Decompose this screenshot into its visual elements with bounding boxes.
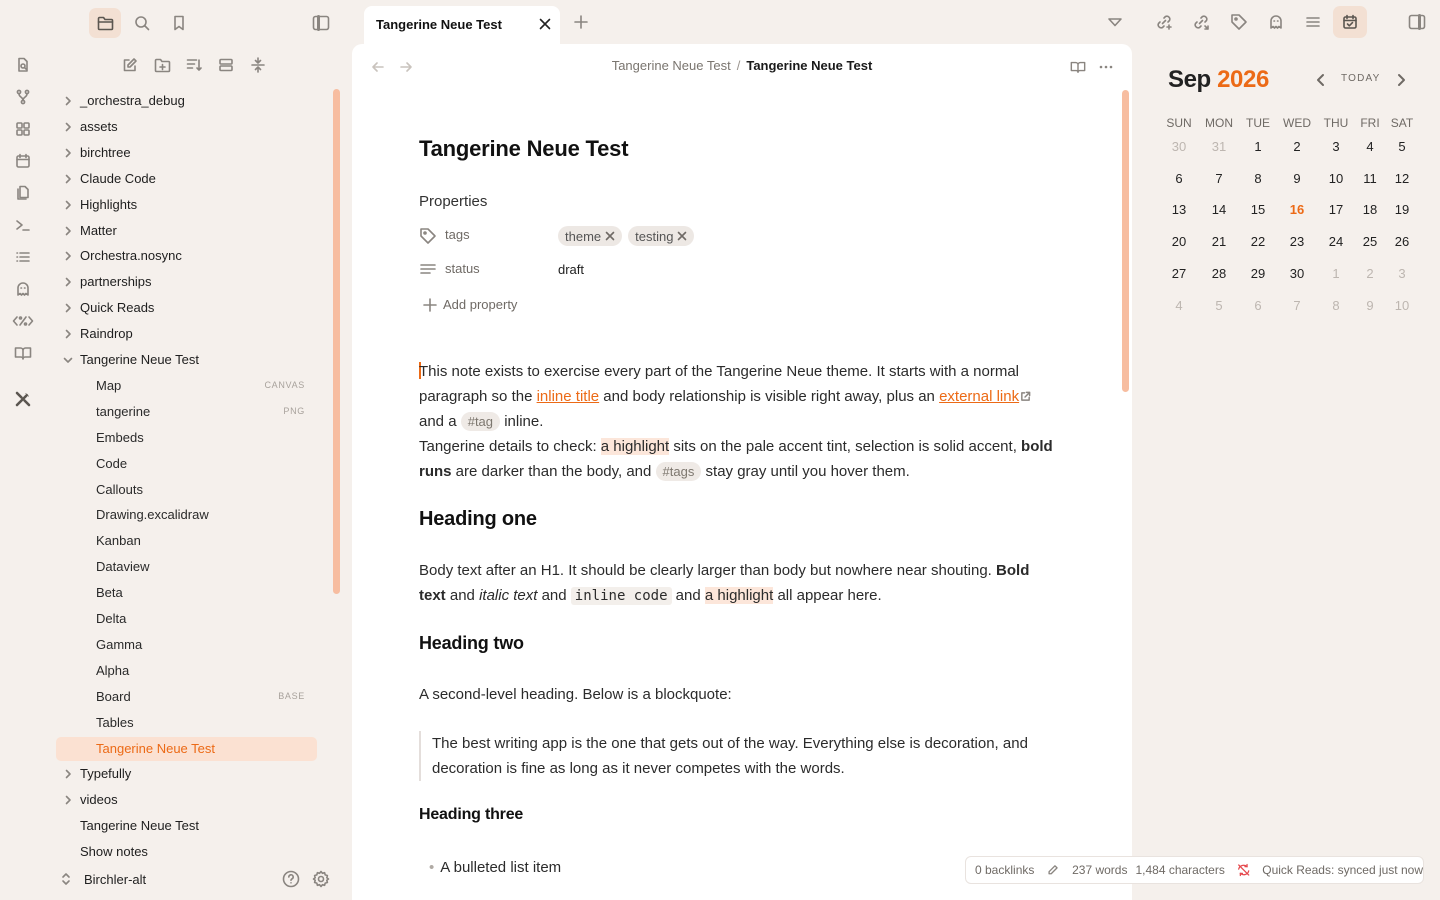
calendar-day[interactable]: 18 [1362, 202, 1378, 218]
property-tags [419, 224, 819, 246]
tree-folder[interactable] [56, 244, 317, 268]
tree-item-label: Dataview [96, 559, 150, 575]
tree-file[interactable] [56, 685, 317, 709]
tag-chips [558, 226, 700, 246]
tree-file[interactable] [56, 426, 317, 450]
calendar-day[interactable]: 9 [1366, 297, 1374, 313]
calendar-day[interactable]: 19 [1394, 202, 1410, 218]
bullet-list-item: • A bulleted list item [429, 859, 562, 876]
calendar-day[interactable]: 9 [1293, 170, 1301, 186]
tree-file[interactable] [56, 529, 317, 553]
tree-item-label: Claude Code [80, 170, 156, 186]
file-extension-badge: BASE [278, 690, 305, 701]
weekday-header: WED [1283, 116, 1311, 130]
chevron-down-icon[interactable] [62, 354, 74, 366]
editor-pane [352, 44, 1132, 900]
chevron-right-icon[interactable] [62, 121, 74, 133]
internal-link[interactable]: inline title [536, 388, 600, 405]
tree-folder[interactable] [56, 89, 317, 113]
plus-icon [423, 298, 437, 312]
tree-folder[interactable] [56, 322, 317, 346]
sidebar-toggle-icon[interactable] [305, 8, 337, 38]
tree-file[interactable] [56, 400, 317, 424]
search-icon[interactable] [126, 8, 158, 38]
tag-chip-label: theme [565, 228, 602, 244]
calendar-check-icon[interactable] [1333, 6, 1367, 38]
chevron-right-icon[interactable] [62, 276, 74, 288]
external-link[interactable]: external link [939, 388, 1020, 405]
chevron-right-icon[interactable] [62, 199, 74, 211]
close-icon[interactable] [538, 17, 552, 31]
tree-item-label: Matter [80, 222, 117, 238]
property-status [419, 258, 819, 280]
status-bar [965, 856, 1424, 884]
weekday-header: MON [1205, 116, 1233, 130]
calendar-day[interactable]: 20 [1171, 234, 1187, 250]
grid-icon[interactable] [12, 118, 34, 140]
tree-item-label: Code [96, 455, 128, 471]
calendar-day[interactable]: 5 [1215, 297, 1223, 313]
sync-status[interactable]: Quick Reads: synced just now [1262, 863, 1423, 877]
calendar-day[interactable]: 22 [1250, 234, 1266, 250]
tag-icon[interactable] [1228, 11, 1250, 33]
weekday-header: TUE [1246, 116, 1270, 130]
text-lines-icon [419, 261, 437, 279]
chevron-right-icon[interactable] [62, 794, 74, 806]
tree-item-label: birchtree [80, 144, 131, 160]
tree-folder[interactable] [56, 115, 317, 139]
inline-title[interactable]: Tangerine Neue Test [419, 136, 629, 161]
calendar-day[interactable]: 21 [1211, 234, 1227, 250]
calendar-day[interactable]: 26 [1394, 234, 1410, 250]
weekday-header: SUN [1166, 116, 1192, 130]
tree-item-label: videos [80, 792, 118, 808]
tree-item-label: partnerships [80, 274, 152, 290]
today-button[interactable]: TODAY [1341, 73, 1381, 84]
chevron-right-icon[interactable] [62, 250, 74, 262]
properties-heading[interactable]: Properties [419, 193, 488, 210]
calendar-day-today[interactable]: 16 [1289, 202, 1305, 218]
tree-folder[interactable] [56, 348, 317, 372]
tree-item-label: Kanban [96, 533, 141, 549]
remove-x-icon[interactable] [677, 231, 687, 241]
chevron-right-icon[interactable] [62, 173, 74, 185]
tree-folder[interactable] [56, 270, 317, 294]
bold-text: bold runs [419, 438, 1053, 480]
tree-file[interactable] [56, 711, 317, 735]
tree-item-label: Highlights [80, 196, 138, 212]
tree-item-label: Drawing.excalidraw [96, 507, 209, 523]
chevron-right-icon[interactable] [62, 302, 74, 314]
tree-item-label: Raindrop [80, 326, 133, 342]
calendar-day[interactable]: 30 [1289, 265, 1305, 281]
calendar-day[interactable]: 28 [1211, 265, 1227, 281]
more-options-icon[interactable] [1098, 59, 1114, 75]
tab-title: Tangerine Neue Test [376, 17, 502, 32]
tree-item-label: tangerine [96, 403, 151, 419]
files-icon[interactable] [89, 8, 121, 38]
tree-item-label: _orchestra_debug [80, 93, 185, 108]
backlinks-count[interactable]: 0 backlinks [975, 863, 1035, 877]
calendar-day[interactable]: 15 [1250, 202, 1266, 218]
calendar-panel [1132, 44, 1440, 900]
tree-item-label: Alpha [96, 662, 130, 678]
inline-tag[interactable]: #tag [461, 412, 500, 431]
bullet-dot: • [429, 859, 435, 876]
calendar-day[interactable]: 17 [1328, 202, 1344, 218]
book-open-icon[interactable] [12, 342, 34, 364]
external-link-icon [1020, 391, 1031, 402]
paragraph-h2-body: A second-level heading. Below is a blockquote: [419, 686, 732, 703]
calendar-month-year: Sep 2026 [1168, 66, 1269, 93]
tree-file[interactable] [56, 452, 317, 476]
character-count: 1,484 characters [1135, 863, 1225, 877]
collapse-icon[interactable] [215, 54, 237, 76]
tree-folder[interactable] [56, 219, 317, 243]
sort-icon[interactable] [183, 54, 205, 76]
tree-file[interactable] [56, 840, 317, 864]
highlight: a highlight [600, 438, 670, 455]
outgoing-links-icon[interactable] [1153, 11, 1175, 33]
calendar-day[interactable]: 10 [1328, 170, 1344, 186]
tree-file[interactable] [56, 581, 317, 605]
tree-item-label: Show notes [80, 844, 148, 860]
calendar-day[interactable]: 8 [1332, 297, 1340, 313]
property-key-tags[interactable]: tags [445, 227, 470, 242]
calendar-day[interactable]: 23 [1289, 234, 1305, 250]
new-tab-plus-icon[interactable] [570, 11, 592, 33]
bookmark-icon[interactable] [163, 8, 195, 38]
tree-folder[interactable] [56, 141, 317, 165]
tree-item-label: Tables [96, 714, 134, 730]
calendar-day[interactable]: 7 [1293, 297, 1301, 313]
inline-tag[interactable]: #tags [656, 462, 702, 481]
list-icon[interactable] [12, 246, 34, 268]
git-branch-icon[interactable] [12, 86, 34, 108]
calendar-day[interactable]: 3 [1332, 139, 1340, 154]
tree-folder[interactable] [56, 762, 317, 786]
tree-folder[interactable] [56, 193, 317, 217]
tab-list-dropdown-icon[interactable] [1104, 11, 1126, 33]
new-folder-icon[interactable] [151, 54, 173, 76]
heading-three: Heading three [419, 806, 524, 823]
inline-code: inline code [571, 587, 672, 605]
chevron-right-icon[interactable] [62, 768, 74, 780]
tree-item-label: Tangerine Neue Test [96, 740, 216, 756]
calendar-day[interactable]: 29 [1250, 265, 1266, 281]
breadcrumb-separator: / [736, 58, 741, 73]
chevron-right-icon[interactable] [62, 225, 74, 237]
property-value-status[interactable]: draft [558, 262, 585, 277]
tree-item-label: assets [80, 118, 118, 134]
chevron-right-icon[interactable] [62, 328, 74, 340]
tag-chip-label: testing [635, 228, 674, 244]
tree-file[interactable] [56, 814, 317, 838]
tree-item-label: Quick Reads [80, 300, 155, 316]
calendar-day[interactable]: 6 [1254, 297, 1262, 313]
calendar-day[interactable]: 30 [1171, 139, 1187, 154]
calendar-day[interactable]: 6 [1175, 170, 1183, 186]
calendar-day[interactable]: 8 [1254, 170, 1262, 186]
tree-file[interactable] [56, 633, 317, 657]
tree-item-label: Tangerine Neue Test [80, 352, 200, 367]
settings-gear-icon[interactable] [312, 870, 330, 888]
calendar-day[interactable]: 31 [1211, 139, 1227, 154]
calendar-day[interactable]: 25 [1362, 234, 1378, 250]
new-note-icon[interactable] [119, 54, 141, 76]
tree-item-label: Callouts [96, 481, 143, 497]
chevron-right-icon[interactable] [1394, 72, 1408, 88]
tree-item-label: Orchestra.nosync [80, 248, 182, 264]
paragraph-intro: This note exists to exercise every part of the Tangerine Neue theme. It starts with a normal paragraph so the inline title and body relationship is visible right away, plus an external link and a #tag inline. [419, 359, 1059, 434]
chevron-right-icon[interactable] [62, 147, 74, 159]
breadcrumb-parent[interactable]: Tangerine Neue Test [611, 58, 731, 73]
tree-file[interactable] [56, 659, 317, 683]
weekday-header: THU [1323, 116, 1349, 130]
tree-item-label: Map [96, 377, 122, 393]
tree-file[interactable] [56, 503, 317, 527]
calendar-day[interactable]: 24 [1328, 234, 1344, 250]
tag-chip[interactable] [558, 226, 622, 246]
property-key-status[interactable]: status [445, 261, 480, 276]
tree-folder[interactable] [56, 296, 317, 320]
paragraph-h1-body: Body text after an H1. It should be clearly larger than body but nowhere near shouting. Bold text and italic text and inline code and a highlight all appear here. [419, 562, 1030, 604]
right-sidebar-toggle-icon[interactable] [1406, 11, 1428, 33]
calendar-day[interactable]: 3 [1398, 265, 1406, 281]
tools-icon[interactable] [12, 388, 34, 410]
calendar-day[interactable]: 27 [1171, 265, 1187, 281]
chevron-right-icon[interactable] [62, 95, 74, 107]
tree-item-label: Beta [96, 585, 123, 601]
tree-item-label: Typefully [80, 766, 132, 782]
calendar-day[interactable]: 14 [1211, 202, 1227, 218]
tree-folder[interactable] [56, 167, 317, 191]
blockquote: The best writing app is the one that gets out of the way. Everything else is decoration, and decoration is fine as long as it never competes with the words. [419, 731, 1039, 781]
tree-file[interactable] [56, 555, 317, 579]
tree-item-label: Embeds [96, 429, 144, 445]
file-explorer-sidebar [46, 0, 352, 900]
edit-pencil-icon[interactable] [1047, 863, 1059, 877]
tab-tangerine-neue-test[interactable] [364, 6, 560, 44]
tree-file[interactable] [56, 607, 317, 631]
help-icon[interactable] [282, 870, 300, 888]
outline-list-icon[interactable] [1302, 11, 1324, 33]
copy-file-icon[interactable] [12, 182, 34, 204]
ghost-icon[interactable] [12, 278, 34, 300]
calendar-day[interactable]: 11 [1363, 170, 1377, 186]
chevron-left-icon[interactable] [1314, 72, 1328, 88]
ribbon [0, 0, 46, 900]
calendar-day[interactable]: 7 [1215, 170, 1223, 186]
paragraph-details: Tangerine details to check: a highlight sits on the pale accent tint, selection is solid accent, bold runs are darker than the body, and #tags stay gray until you hover them. [419, 438, 1053, 480]
sync-off-icon[interactable] [1237, 862, 1250, 878]
heading-two: Heading two [419, 633, 524, 653]
reading-view-book-icon[interactable] [1070, 59, 1086, 75]
weekday-header: SAT [1390, 116, 1414, 130]
calendar-day[interactable]: 5 [1398, 139, 1406, 154]
vault-switcher-icon[interactable] [60, 870, 76, 888]
vault-name[interactable]: Birchler-alt [84, 872, 147, 887]
weekday-header: FRI [1360, 116, 1380, 130]
add-property-label: Add property [443, 297, 518, 312]
tags-icon [419, 227, 437, 245]
calendar-day[interactable]: 10 [1394, 297, 1410, 313]
terminal-icon[interactable] [12, 214, 34, 236]
word-count: 237 words [1072, 863, 1128, 877]
expand-icon[interactable] [247, 54, 269, 76]
backlinks-icon[interactable] [1190, 11, 1212, 33]
calendar-day[interactable]: 12 [1394, 170, 1410, 186]
breadcrumb-current[interactable]: Tangerine Neue Test [746, 58, 873, 73]
ghost-icon[interactable] [1265, 11, 1287, 33]
tree-item-label: Delta [96, 611, 127, 626]
add-property-button[interactable] [423, 297, 517, 312]
remove-x-icon[interactable] [605, 231, 615, 241]
tag-chip[interactable] [628, 226, 694, 246]
template-icon[interactable] [12, 310, 34, 332]
calendar-day[interactable]: 1 [1332, 265, 1340, 281]
tree-folder[interactable] [56, 788, 317, 812]
calendar-day[interactable]: 13 [1171, 202, 1187, 218]
sidebar-scrollbar[interactable] [333, 89, 340, 594]
calendar-day[interactable]: 4 [1366, 139, 1374, 154]
breadcrumb [352, 58, 1132, 73]
tree-file[interactable] [56, 478, 317, 502]
file-search-icon[interactable] [12, 54, 34, 76]
tree-item-label: Tangerine Neue Test [80, 818, 200, 834]
calendar-day[interactable]: 2 [1293, 139, 1301, 154]
calendar-day[interactable]: 2 [1366, 265, 1374, 281]
tree-item-label: Gamma [96, 636, 143, 652]
tab-bar [352, 0, 1440, 44]
tree-file-active[interactable] [56, 737, 317, 761]
tree-file[interactable] [56, 374, 317, 398]
calendar-icon[interactable] [12, 150, 34, 172]
tree-item-label: Board [96, 688, 131, 704]
calendar-day[interactable]: 4 [1175, 297, 1183, 313]
calendar-day[interactable]: 1 [1254, 139, 1262, 154]
editor-scrollbar[interactable] [1122, 90, 1129, 392]
file-extension-badge: PNG [283, 405, 305, 416]
heading-one: Heading one [419, 508, 537, 530]
file-extension-badge: CANVAS [264, 379, 305, 390]
